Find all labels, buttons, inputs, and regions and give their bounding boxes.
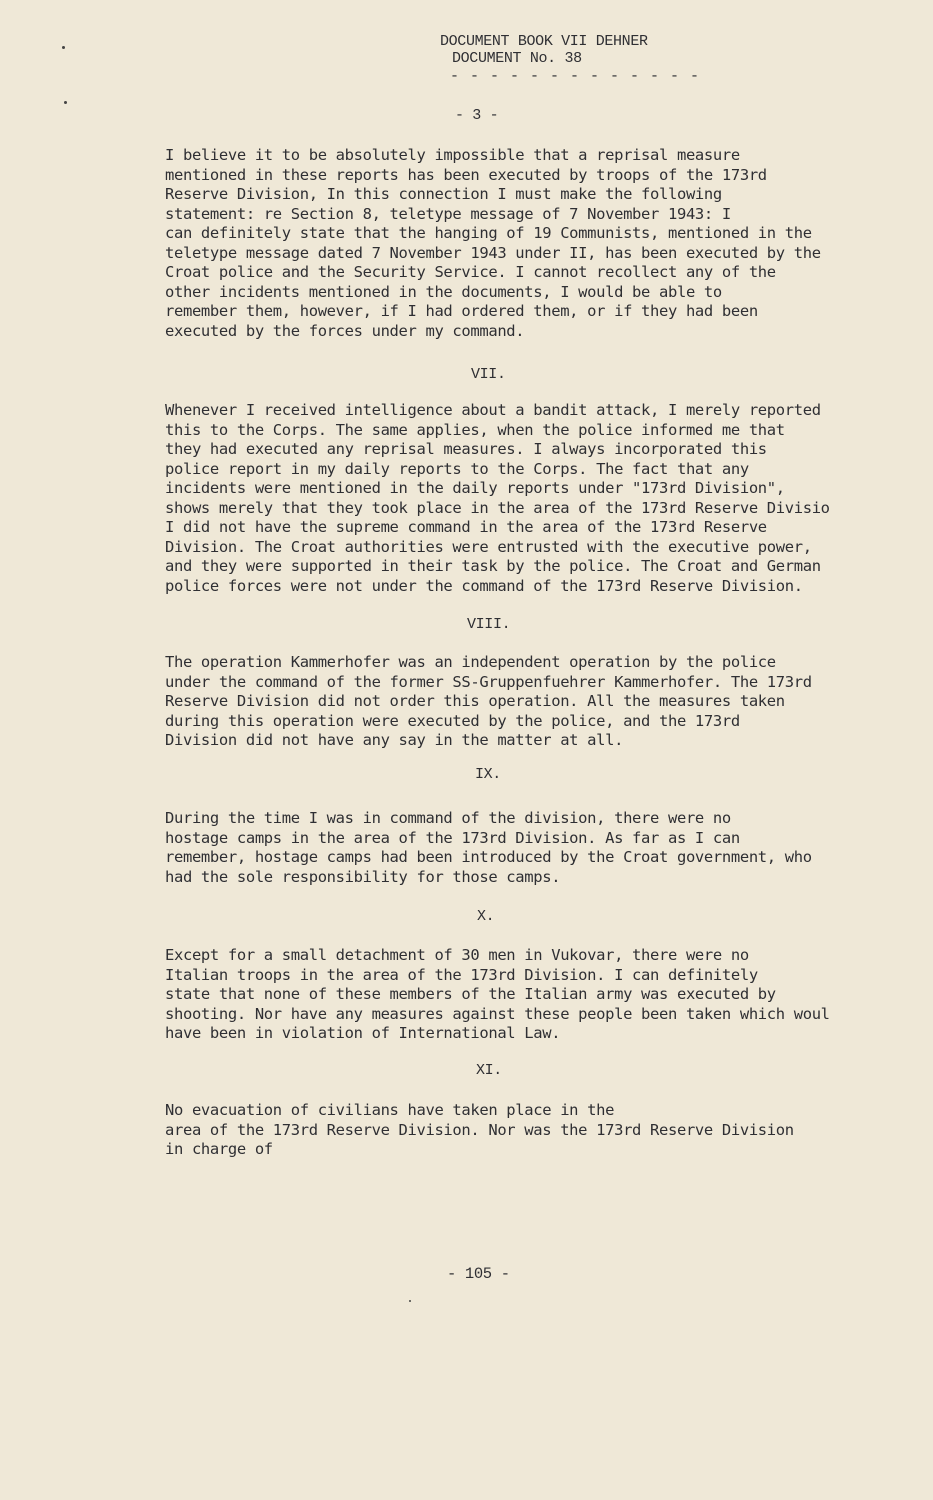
paragraph-italian-troops: Except for a small detachment of 30 men in Vukovar, there were no Italian troops in the area of the 173rd Division. I can definitely state that none of these members of the Italian army was executed by shooting. Nor have any measures against these people been taken which woul have been in violation of International Law. [165, 946, 830, 1042]
paragraph-reprisal-statement: I believe it to be absolutely impossible that a reprisal measure mentioned in these reports has been executed by troops of the 173rd Reserve Division, In this connection I must make the following statement: re Section 8, teletype message of 7 November 1943: I can definitely state that the hanging of 19 Communists, mentioned in the teletype message dated 7 November 1943 under II, has been executed by the Croat police and the Security Service. I cannot recollect any of the other incidents mentioned in the documents, I would be able to remember them, however, if I had ordered them, or if they had been executed by the forces under my command. [165, 146, 821, 340]
section-heading-vii: VII. [471, 366, 506, 383]
section-heading-xi: XI. [476, 1062, 502, 1079]
paragraph-hostage-camps: During the time I was in command of the division, there were no hostage camps in the area of the 173rd Division. As far as I can remember, hostage camps had been introduced by the Croat government, who had the sole responsibility for those camps. [165, 809, 812, 886]
document-number-header: DOCUMENT No. 38 [452, 50, 582, 67]
paragraph-kammerhofer-operation: The operation Kammerhofer was an independent operation by the police under the command of the former SS-Gruppenfuehrer Kammerhofer. The 173rd Reserve Division did not order this operation. All the measures taken during this operation were executed by the police, and the 173rd Division did not have any say in the matter at all. [165, 653, 812, 749]
paper-speck [409, 1300, 411, 1302]
page-marker: - 3 - [455, 107, 499, 124]
document-book-header: DOCUMENT BOOK VII DEHNER [440, 33, 648, 50]
paragraph-evacuation: No evacuation of civilians have taken place in the area of the 173rd Reserve Division. Nor was the 173rd Reserve Division in charge of [165, 1101, 794, 1158]
header-dashed-rule: - - - - - - - - - - - - - [450, 68, 701, 85]
section-heading-x: X. [477, 908, 495, 925]
section-heading-viii: VIII. [467, 616, 511, 633]
paragraph-bandit-reports: Whenever I received intelligence about a bandit attack, I merely reported this to the Corps. The same applies, when the police informed me that they had executed any reprisal measures. I always incorporated this police report in my daily reports to the Corps. The fact that any incidents were mentioned in the daily reports under "173rd Division", shows merely that they took place in the area of the 173rd Reserve Divisio I did not have the supreme command in the area of the 173rd Reserve Division. The Croat authorities were entrusted with the executive power, and they were supported in their task by the police. The Croat and German police forces were not under the command of the 173rd Reserve Division. [165, 401, 830, 595]
page-number-footer: - 105 - [447, 1265, 510, 1283]
paper-speck [64, 101, 67, 104]
paper-speck [62, 46, 65, 49]
section-heading-ix: IX. [475, 766, 501, 783]
